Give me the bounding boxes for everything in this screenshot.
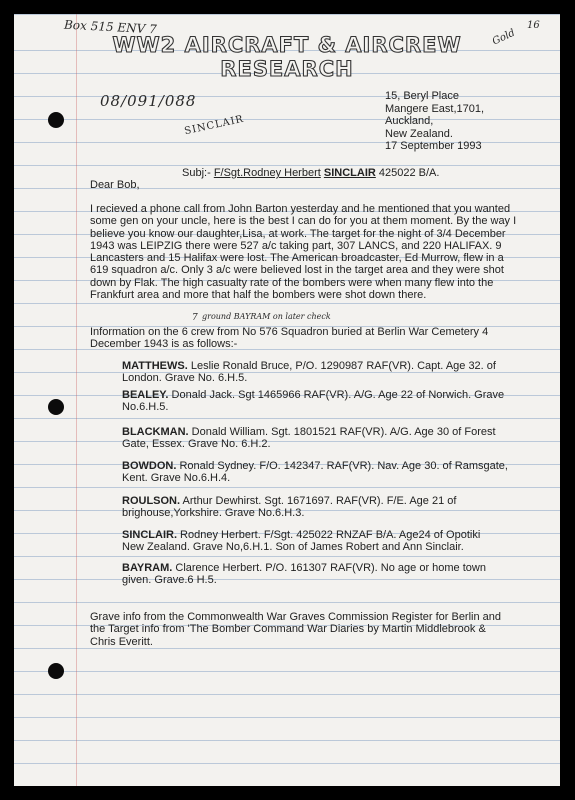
crew-entry: [122, 426, 522, 451]
crew-details: London. Grave No. 6.H.5.: [122, 372, 248, 385]
crew-entry: [122, 360, 522, 385]
crew-surname: BAYRAM.: [122, 562, 173, 574]
paragraph-line: Lancasters and 15 Halifax were lost. The American broadcaster, Ed Murrow, flew in a: [90, 252, 504, 265]
crew-details: Ronald Sydney. F/O. 142347. RAF(VR). Nav. Age 30. of Ramsgate,: [176, 460, 508, 472]
punch-hole: [48, 112, 64, 128]
handwritten-file-ref: 08/091/088: [100, 92, 197, 110]
paragraph-line: 619 squadron a/c. Only 3 a/c were believed lost in the target area and they were shot: [90, 264, 504, 277]
crew-details: Rodney Herbert. F/Sgt. 425022 RNZAF B/A. Age24 of Opotiki: [177, 529, 481, 541]
crew-details: New Zealand. Grave No,6.H.1. Son of James Robert and Ann Sinclair.: [122, 541, 464, 554]
subject-rank-name: F/Sgt.Rodney Herbert: [213, 167, 321, 179]
paragraph-line: Grave info from the Commonwealth War Graves Commission Register for Berlin and: [90, 611, 502, 623]
handwritten-insert-note: ground BAYRAM on later check: [202, 312, 331, 321]
letter-page: [14, 14, 560, 786]
salutation: Dear Bob,: [90, 179, 140, 191]
paragraph-line: Chris Everitt.: [90, 635, 153, 648]
crew-surname: BLACKMAN.: [122, 426, 189, 438]
paragraph-line: believe you know our daughter,Lisa, at work. The target for the night of 3/4 December: [90, 227, 506, 240]
paragraph-line: the Target info from 'The Bomber Command War Diaries by Martin Middlebrook &: [90, 623, 486, 636]
punch-hole: [48, 663, 64, 679]
subject-prefix: Subj:-: [182, 167, 211, 179]
letterhead-line1: WW2 AIRCRAFT & AIRCREW: [112, 33, 462, 57]
crew-surname: ROULSON.: [122, 495, 181, 507]
crew-entry: [122, 529, 522, 554]
address-line: Mangere East,1701,: [385, 102, 485, 115]
subject-line: [182, 167, 439, 179]
crew-surname: BEALEY.: [122, 389, 169, 401]
paragraph-line: 1943 was LEIPZIG there were 527 a/c taking part, 307 LANCS, and 220 HALIFAX. 9: [90, 239, 502, 252]
crew-surname: SINCLAIR.: [122, 529, 177, 541]
paragraph-crew-intro: [90, 326, 550, 351]
paragraph-line: some gen on your uncle, here is the best I can do for you at them moment. By the way I: [90, 215, 517, 228]
crew-details: Leslie Ronald Bruce, P/O. 1290987 RAF(VR). Capt. Age 32. of: [187, 360, 496, 372]
address-line: 15, Beryl Place: [385, 90, 459, 102]
crew-details: given. Grave.6 H.5.: [122, 574, 217, 587]
handwritten-corner-number: 16: [527, 20, 540, 31]
crew-entry: [122, 460, 522, 485]
paragraph-line: down by Flak. The high casualty rate of the bombers were when many flew into the: [90, 276, 494, 289]
crew-details: Kent. Grave No.6.H.4.: [122, 472, 231, 485]
paragraph-target-info: [90, 203, 550, 301]
letter-date: 17 September 1993: [385, 140, 482, 152]
crew-details: No.6.H.5.: [122, 401, 169, 414]
handwritten-gold-note: Gold: [490, 27, 517, 48]
punch-hole: [48, 399, 64, 415]
crew-details: Arthur Dewhirst. Sgt. 1671697. RAF(VR). F/E. Age 21 of: [180, 495, 457, 507]
crew-details: Donald Jack. Sgt 1465966 RAF(VR). A/G. Age 22 of Norwich. Grave: [168, 389, 505, 401]
crew-details: Donald William. Sgt. 1801521 RAF(VR). A/G. Age 30 of Forest: [188, 426, 496, 438]
crew-details: Gate, Essex. Grave No. 6.H.2.: [122, 438, 271, 451]
crew-entry: [122, 389, 522, 414]
handwritten-box-ref: Box 515 ENV 7: [63, 17, 158, 37]
paragraph-line: I recieved a phone call from John Barton yesterday and he mentioned that you wanted: [90, 203, 511, 215]
closing-paragraph: [90, 611, 550, 648]
sender-address: [385, 90, 484, 153]
paragraph-line: Information on the 6 crew from No 576 Squadron buried at Berlin War Cemetery 4: [90, 326, 489, 338]
paragraph-line: December 1943 is as follows:-: [90, 338, 238, 351]
margin-line: [76, 14, 77, 786]
crew-surname: BOWDON.: [122, 460, 177, 472]
handwritten-insert-number: 7: [192, 313, 198, 323]
subject-number: 425022 B/A.: [378, 167, 440, 179]
letterhead-line2: RESEARCH: [220, 57, 354, 81]
address-line: Auckland,: [385, 115, 434, 127]
handwritten-sinclair: SINCLAIR: [183, 113, 246, 138]
crew-entry: [122, 562, 522, 587]
crew-surname: MATTHEWS.: [122, 360, 188, 372]
subject-surname: SINCLAIR: [323, 167, 376, 179]
paragraph-line: Frankfurt area and more that half the bombers were shot down there.: [90, 289, 427, 302]
crew-details: Clarence Herbert. P/O. 161307 RAF(VR). No age or home town: [172, 562, 486, 574]
crew-details: brighouse,Yorkshire. Grave No.6.H.3.: [122, 507, 305, 520]
crew-entry: [122, 495, 522, 520]
address-line: New Zealand.: [385, 127, 453, 140]
